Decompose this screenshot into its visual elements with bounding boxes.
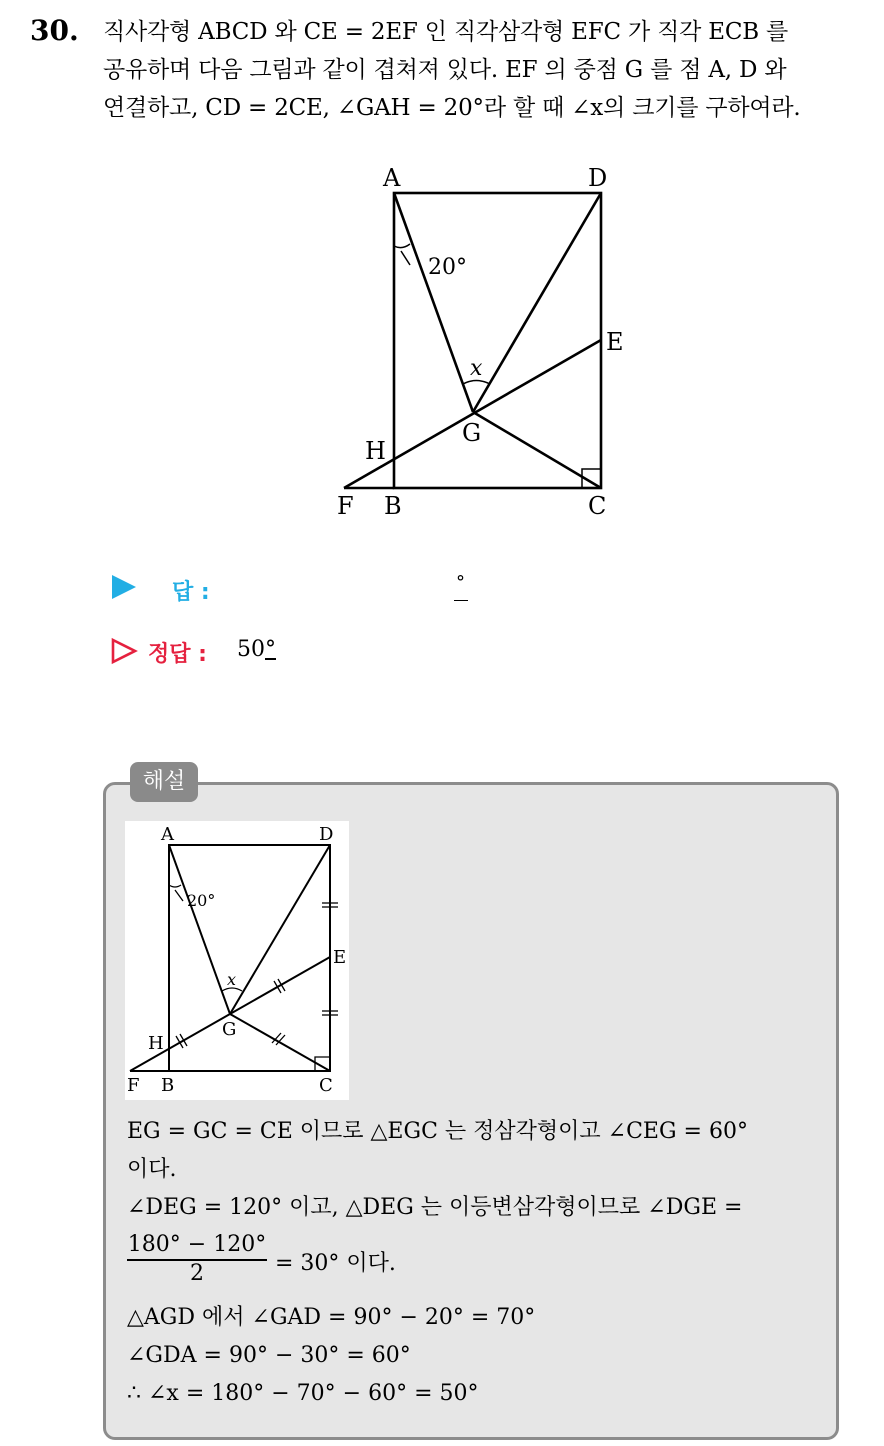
play-outline-icon [110, 637, 138, 665]
label-angle-20: 20° [428, 255, 467, 280]
label-c: C [588, 492, 607, 520]
label-b: B [384, 492, 402, 520]
solution-line-4: = 30° 이다. [275, 1251, 396, 1276]
angle-leader [401, 251, 410, 265]
label-g: G [462, 419, 482, 447]
label-f: F [337, 492, 354, 520]
svg-text:F: F [127, 1075, 140, 1096]
svg-text:H: H [148, 1033, 164, 1054]
angle-arc-20 [394, 244, 410, 248]
segment-dg [473, 193, 601, 412]
question-line-2: 공유하며 다음 그림과 같이 겹쳐져 있다. EF 의 중점 G 를 점 A, D 와 [103, 57, 787, 83]
geometry-figure [330, 160, 630, 525]
label-x: x [470, 356, 483, 381]
solution-line-2: 이다. [127, 1157, 177, 1182]
label-a: A [383, 164, 401, 192]
fraction-denominator: 2 [190, 1261, 204, 1286]
segment-ag [394, 193, 473, 412]
question-line-3: 연결하고, CD = 2CE, ∠GAH = 20°라 할 때 ∠x의 크기를 구하여라. [103, 95, 801, 121]
solution-line-1: EG = GC = CE 이므로 △EGC 는 정삼각형이고 ∠CEG = 60° [127, 1119, 748, 1144]
fraction-numerator: 180° − 120° [127, 1232, 267, 1261]
correct-answer [237, 637, 276, 662]
svg-text:B: B [161, 1075, 175, 1096]
svg-text:G: G [222, 1019, 237, 1040]
label-e: E [606, 328, 624, 356]
svg-text:E: E [333, 947, 347, 968]
answer-unit: ° [456, 572, 465, 593]
answer-blank[interactable] [454, 572, 468, 601]
correct-value: 50 [237, 637, 265, 662]
solution-line-3: ∠DEG = 120° 이고, △DEG 는 이등변삼각형이므로 ∠DGE = [127, 1195, 743, 1220]
solution-x: x [227, 970, 237, 989]
svg-text:A: A [161, 824, 174, 845]
solution-fraction [127, 1232, 267, 1286]
play-filled-icon [110, 573, 138, 601]
question-number: 30. [30, 14, 79, 47]
correct-unit: ° [265, 637, 276, 662]
svg-text:C: C [319, 1075, 333, 1096]
rectangle-abcd [394, 193, 601, 488]
solution-figure [125, 821, 349, 1100]
answer-label: 답 : [172, 580, 210, 605]
correct-label: 정답 : [148, 642, 207, 667]
svg-text:D: D [319, 824, 334, 845]
solution-line-5: △AGD 에서 ∠GAD = 90° − 20° = 70° [127, 1305, 536, 1330]
question-line-1: 직사각형 ABCD 와 CE = 2EF 인 직각삼각형 EFC 가 직각 ECB 를 [103, 19, 789, 45]
solution-tab: 해설 [130, 762, 198, 802]
label-d: D [588, 164, 608, 192]
angle-arc-x [463, 381, 490, 385]
correct-row [110, 637, 138, 669]
label-h: H [365, 437, 386, 465]
answer-row [110, 573, 138, 601]
solution-line-6: ∠GDA = 90° − 30° = 60° [127, 1343, 411, 1368]
solution-angle-20: 20° [187, 891, 216, 910]
solution-line-7: ∴ ∠x = 180° − 70° − 60° = 50° [127, 1381, 479, 1406]
